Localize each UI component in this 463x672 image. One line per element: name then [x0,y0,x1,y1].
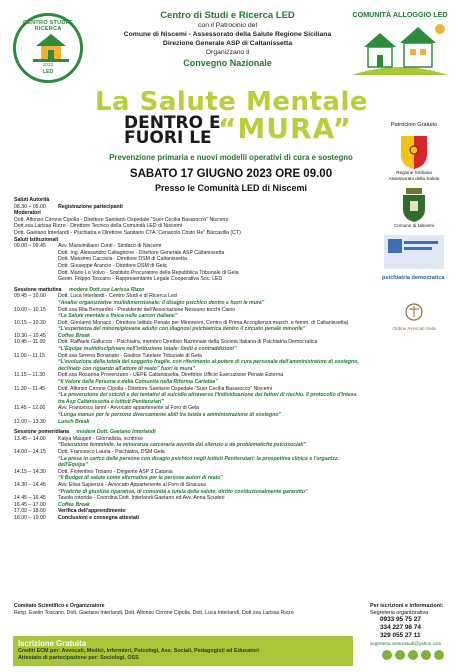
program-row [14,449,362,469]
ordine-label: Ordine Avvocati Gela [392,325,436,331]
slot-body [58,353,362,373]
slot-text: Registrazione partecipanti [58,203,123,210]
program [14,197,362,522]
email-link[interactable]: segreteria.centrostudi@yahoo.com [370,640,442,646]
iscrizione-bar [13,636,353,666]
centro-studi-logo [13,13,83,83]
speaker: Avv. Francesco Ianni - Avvocato appartenente al Foro di Gela [58,405,200,412]
afternoon-session [14,436,362,522]
youtube-icon[interactable] [421,650,431,660]
talk-title: “La presa in carico delle persone con disagio psichico negli Istituti Penitenziari: la prospettiva clinica e l'organizz. dell'Equipe” [58,455,339,469]
slot-body [58,372,362,385]
program-row [14,256,362,263]
slot-text: Dott. Ing. Alessandro Caltagirone - Direttore Generale ASP Caltanissetta [58,249,225,256]
info-box [370,603,456,660]
psichiatria-democratica-logo [382,275,446,297]
slot-body [58,386,362,406]
speaker: Dott. Luca Interlandi - Centro Studi e di Ricerca Led [58,293,177,300]
comunita-alloggio-title: COMUNITÀ ALLOGGIO LED [352,10,448,19]
slot-body [58,449,362,469]
event-place: Presso le Comunità LED di Niscemi [154,183,308,193]
slot-body [58,307,362,320]
crediti-ecm: Crediti ECM per: Avvocati, Medici, Infermieri, Psicologi, Ass. Sociali, Pedagogisti ed Educatori [18,648,259,654]
talk-title: “Lunga manus per le persone diversamente abili tra tutela e amministrazione di sostegno” [58,412,282,418]
comitato-members: Resp. Evelin Toscano, Dott. Gaetano Interlandi, Dott. Alfonso Cirrone Cipolla, Dott. Luca Interlandi, Dott.ssa Larissa Rizzo [14,609,294,616]
time-slot: 17.00 – 18.00 [14,508,46,515]
moderatori-heading: Moderatori [14,210,41,217]
talk-title: “Il Valore della Persona e della Comunità nella Riforma Cartabia” [58,379,218,386]
twitter-icon[interactable] [395,650,405,660]
slot-heading: Verifica dell'apprendimento [58,508,126,515]
slot-body [58,515,362,522]
logo-led-text: LED [42,69,54,75]
speaker: Tavola rotonda - Coordina Dott. Interlandi Gaetano ed Avv. Anna Scuderi [58,495,225,502]
program-row [14,386,362,406]
info-title: Per iscrizioni e informazioni: [370,603,444,609]
organizer-name: Centro di Studi e Ricerca LED [160,10,295,21]
program-row [14,469,362,482]
talk-title: “La prevenzione dei suicidi e dei tentativi di suicidio attraverso l'individuazione dei fattori di rischio. Il protocollo d'intesa tra Asp Caltanissetta e Istituti Penitenziari” [58,392,357,405]
speaker: Dott. Fiorentino Troiano - Dirigente ASP 3 Catania [58,468,173,475]
talk-title: “L'esperienza del minore/giovane adulto con diagnosi psichiatrica dentro il circuito penale minorile” [58,326,306,333]
comunita-alloggio-logo [348,10,452,82]
break-label: Lunch Break [58,418,90,425]
phone-number[interactable]: 334 227 98 74 [380,623,421,631]
program-row [14,353,362,373]
regione-siciliana-crest [399,134,429,170]
time-slot: 10.00 – 10.15 [14,306,46,313]
header-line: Comune di Niscemi - Assessorato della Salute Regione Siciliana [123,31,332,38]
instagram-icon[interactable] [408,650,418,660]
time-slot: 11.45 – 12.00 [14,405,46,412]
program-row [14,502,362,509]
session-heading [14,429,362,436]
slot-body [58,495,362,502]
program-row [14,482,362,495]
program-row [14,333,362,340]
time-slot: 11.30 – 11.45 [14,385,45,392]
program-row [14,419,362,426]
program-row [14,243,362,250]
time-slot: 08.30 – 09.00 [14,203,46,210]
slot-body [58,339,362,352]
time-slot: 14.45 – 16.45 [14,495,46,502]
time-slot: 16.45 – 17.00 [14,501,46,508]
time-slot: 10.30 – 10.45 [14,332,46,339]
slot-body [58,320,362,333]
slot-body [58,293,362,306]
session-moderator: modera Dott.ssa Larissa Rizzo [69,286,145,293]
slot-body [58,333,362,340]
slot-text: Geom. Filippo Toscano - Rappresentante Legale Cooperativa Soc. LED [58,276,223,283]
time-slot: 09.00 – 09.45 [14,243,46,250]
comitato-heading: Comitato Scientifico e Organizzatore [14,603,105,609]
speaker: Dott.ssa Rosanna Provenzano - UEPE Caltanissetta, Direttrice Ufficio Esecuzione Penale Esterna [58,372,284,379]
whatsapp-icon[interactable] [434,650,444,660]
time-slot: 11.00 – 11.15 [14,352,45,359]
phone-number[interactable]: 329 055 27 11 [380,631,421,639]
speaker: Dott. Girolamo Monaco - Direttore Istituto Penale per Minorenni, Centro di Prima Accoglienza masch. e femm. di Caltanissetta) [58,319,349,326]
speaker: Katya Maugeri - Giornalista, scrittrice [58,435,144,442]
time-slot [14,263,58,270]
social-icons [370,650,456,660]
talk-title: “L'Equipe multidisciplinare nell'istituzione totale: limiti e contraddizioni” [58,346,237,353]
slot-body [58,419,362,426]
scales-icon [405,303,423,321]
time-slot: 13.45 – 14.00 [14,435,46,442]
header-line: Direzione Generale ASP di Caltanissetta [162,40,293,47]
slot-text: Dott. Mario Lo Volvo - Sostituto Procuratore della Repubblica Tribunale di Gela [58,269,239,276]
house-icon [33,32,69,62]
speaker: Dott.ssa Rita Bernardini - Presidente dell'Associazione Nessuno tocchi Caino [58,306,236,313]
asp-caltanissetta-logo [384,235,444,269]
saluti-istituzionali-heading: Saluti Istituzionali [14,236,59,243]
title-mura: “MURA” [218,112,353,145]
time-slot: 14.00 – 14.15 [14,448,46,455]
break-label: Coffee Break [58,332,90,339]
facebook-icon[interactable] [382,650,392,660]
talk-title: “La Salute mentale e fisica nelle carceri italiane” [58,313,178,320]
iscrizione-title: Iscrizione Gratuita [18,639,87,648]
saluti-autorita-heading: Saluti Autorità [14,197,50,203]
town-crest-icon [399,187,429,223]
convegno-label: Convegno Nazionale [183,58,272,68]
attestato: Attestato di partecipazione per: Sociologi, OSS [18,654,139,661]
phone-list [370,616,456,639]
talk-title: “Il Budget di salute come alternativa per le persone autori di reato” [58,475,224,482]
istituzionali-list [14,243,362,283]
session-title: Sessione pomeridiana [14,429,70,436]
slot-body [58,508,362,515]
regione-sub-label: Assessorato della Salute [388,175,440,181]
footer [14,603,362,616]
header-line: Organizzano il [205,49,250,56]
talk-title: “Analisi organizzative multidimensionale: il disagio psichico dentro e fuori le mura” [58,299,265,306]
moderatore: Dott. Gaetano Interlandi - Psichiatra e Direttore Sanitario CTA “Cenacolo Cristo Re” Barcavilla (CT) [14,229,241,236]
program-row [14,405,362,418]
slot-text: Dott. Massimo Cacciola - Direttore DSM di Caltanissetta [58,256,187,263]
program-row [14,293,362,306]
logo-year: 2023 [42,62,54,67]
header-line: con il Patrocinio del [198,22,257,29]
morning-session [14,293,362,425]
segreteria-label: Segreteria organizzativa [370,609,429,616]
title-dentro: DENTRO E [124,113,221,133]
psichiatria-label: psichiatria democratica [382,274,445,281]
phone-number[interactable]: 0933 95 75 27 [380,616,421,624]
program-row [14,307,362,320]
logo-ring-text: CENTRO STUDI E RICERCA [22,20,74,32]
program-row [14,515,362,522]
title-fuori: FUORI LE [124,128,212,148]
time-slot: 09.45 – 10.00 [14,293,46,300]
slot-body [58,482,362,495]
main-title: La Salute Mentale [94,87,368,117]
patrocinio-label: Patrocinio Gratuito [390,122,438,128]
time-slot: 10.15 – 10.30 [14,319,46,326]
time-slot: 14.30 – 14.45 [14,481,46,488]
time-slot: 10.45 – 11.00 [14,339,46,346]
header-block [95,10,360,69]
time-slot: 11.15 – 11.30 [14,372,45,379]
time-slot [14,270,58,277]
patronage-column [372,122,456,329]
event-subtitle: Prevenzione primaria e nuovi modelli operativi di cura e sostegno [109,153,353,162]
time-slot [14,250,58,257]
houses-icon [348,19,452,79]
speaker: Dott. Francesco Lauria - Psichiatra, DSM Gela [58,448,165,455]
slot-body [58,405,362,418]
regione-label: Regione Siciliana [396,170,432,175]
session-moderator: modera Dott. Gaetano Interlandi [76,429,156,436]
break-label: Coffee Break [58,501,90,508]
slot-text: Dott. Giuseppe Arancio - Direttore DSM di Gela [58,262,167,269]
program-row [14,320,362,333]
session-title: Sessione mattutina [14,286,62,293]
program-row [14,204,362,211]
time-slot [14,276,58,283]
event-date: SABATO 17 GIUGNO 2023 ORE 09.00 [129,168,333,180]
time-slot [14,256,58,263]
asp-icon [384,235,444,269]
speaker: Dott. Raffaele Galluccio - Psichiatra, membro Direttivo Nazionale della Società Italiana di Psichiatria Democratica [58,339,318,346]
time-slot: 12.00 – 13.30 [14,418,46,425]
program-row [14,508,362,515]
trinacria-icon [399,134,429,170]
time-slot: 18.00 – 19.00 [14,514,46,521]
talk-title: “Detenzione femminile, la minoranza carceraria avvolta dal silenzio e da problematiche psicosociali” [58,442,306,449]
slot-heading: Conclusioni e consegna attestati [58,514,139,521]
talk-title: “L'evoluzione della tutela del soggetto fragile, con riferimento al potere di cura personale dell'amministratore di sostegno, declinato con riguardo all'attore di reato” fuori le mura” [58,359,359,372]
program-row [14,270,362,277]
program-row [14,339,362,352]
talk-title: “Pratiche di giustizia riparativa, di comunità e tutela della salute, diritto costituzionalmente garantito” [58,488,308,495]
session-heading [14,287,362,294]
slot-body [58,469,362,482]
speaker: Dott.ssa Serena Bonanato - Giudice Tutelare Tribunale di Gela [58,352,202,359]
program-row [14,436,362,449]
slot-body [58,436,362,449]
comune-niscemi-crest [399,187,429,223]
time-slot: 14.15 – 14.30 [14,468,46,475]
program-row [14,495,362,502]
moderatore: Dott. Alfonso Cirrone Cipolla - Direttore Sanitario Ospedale “Suor Cecilia Basarocco” Niscemi [14,216,228,223]
comune-label: Comune di Niscemi [394,223,434,229]
program-row [14,263,362,270]
slot-body [58,502,362,509]
speaker: Avv. Elisa Sapienza - Avvocato Appartenente al Foro di Siracusa [58,481,206,488]
ordine-avvocati-logo [382,303,446,329]
program-row [14,250,362,257]
moderatore: Dott.ssa Larissa Rizzo - Direttore Tecnico della Comunità LED di Niscemi [14,223,182,230]
speaker: Dott. Alfonso Cirrone Cipolla - Direttore Sanitario Ospedale “Suor Cecilia Basarocco” Niscemi [58,385,272,392]
program-row [14,276,362,283]
slot-text: Avv. Massimiliano Conti - Sindaco di Niscemi [58,243,162,250]
program-row [14,372,362,385]
title-dentro-fuori [124,113,221,148]
